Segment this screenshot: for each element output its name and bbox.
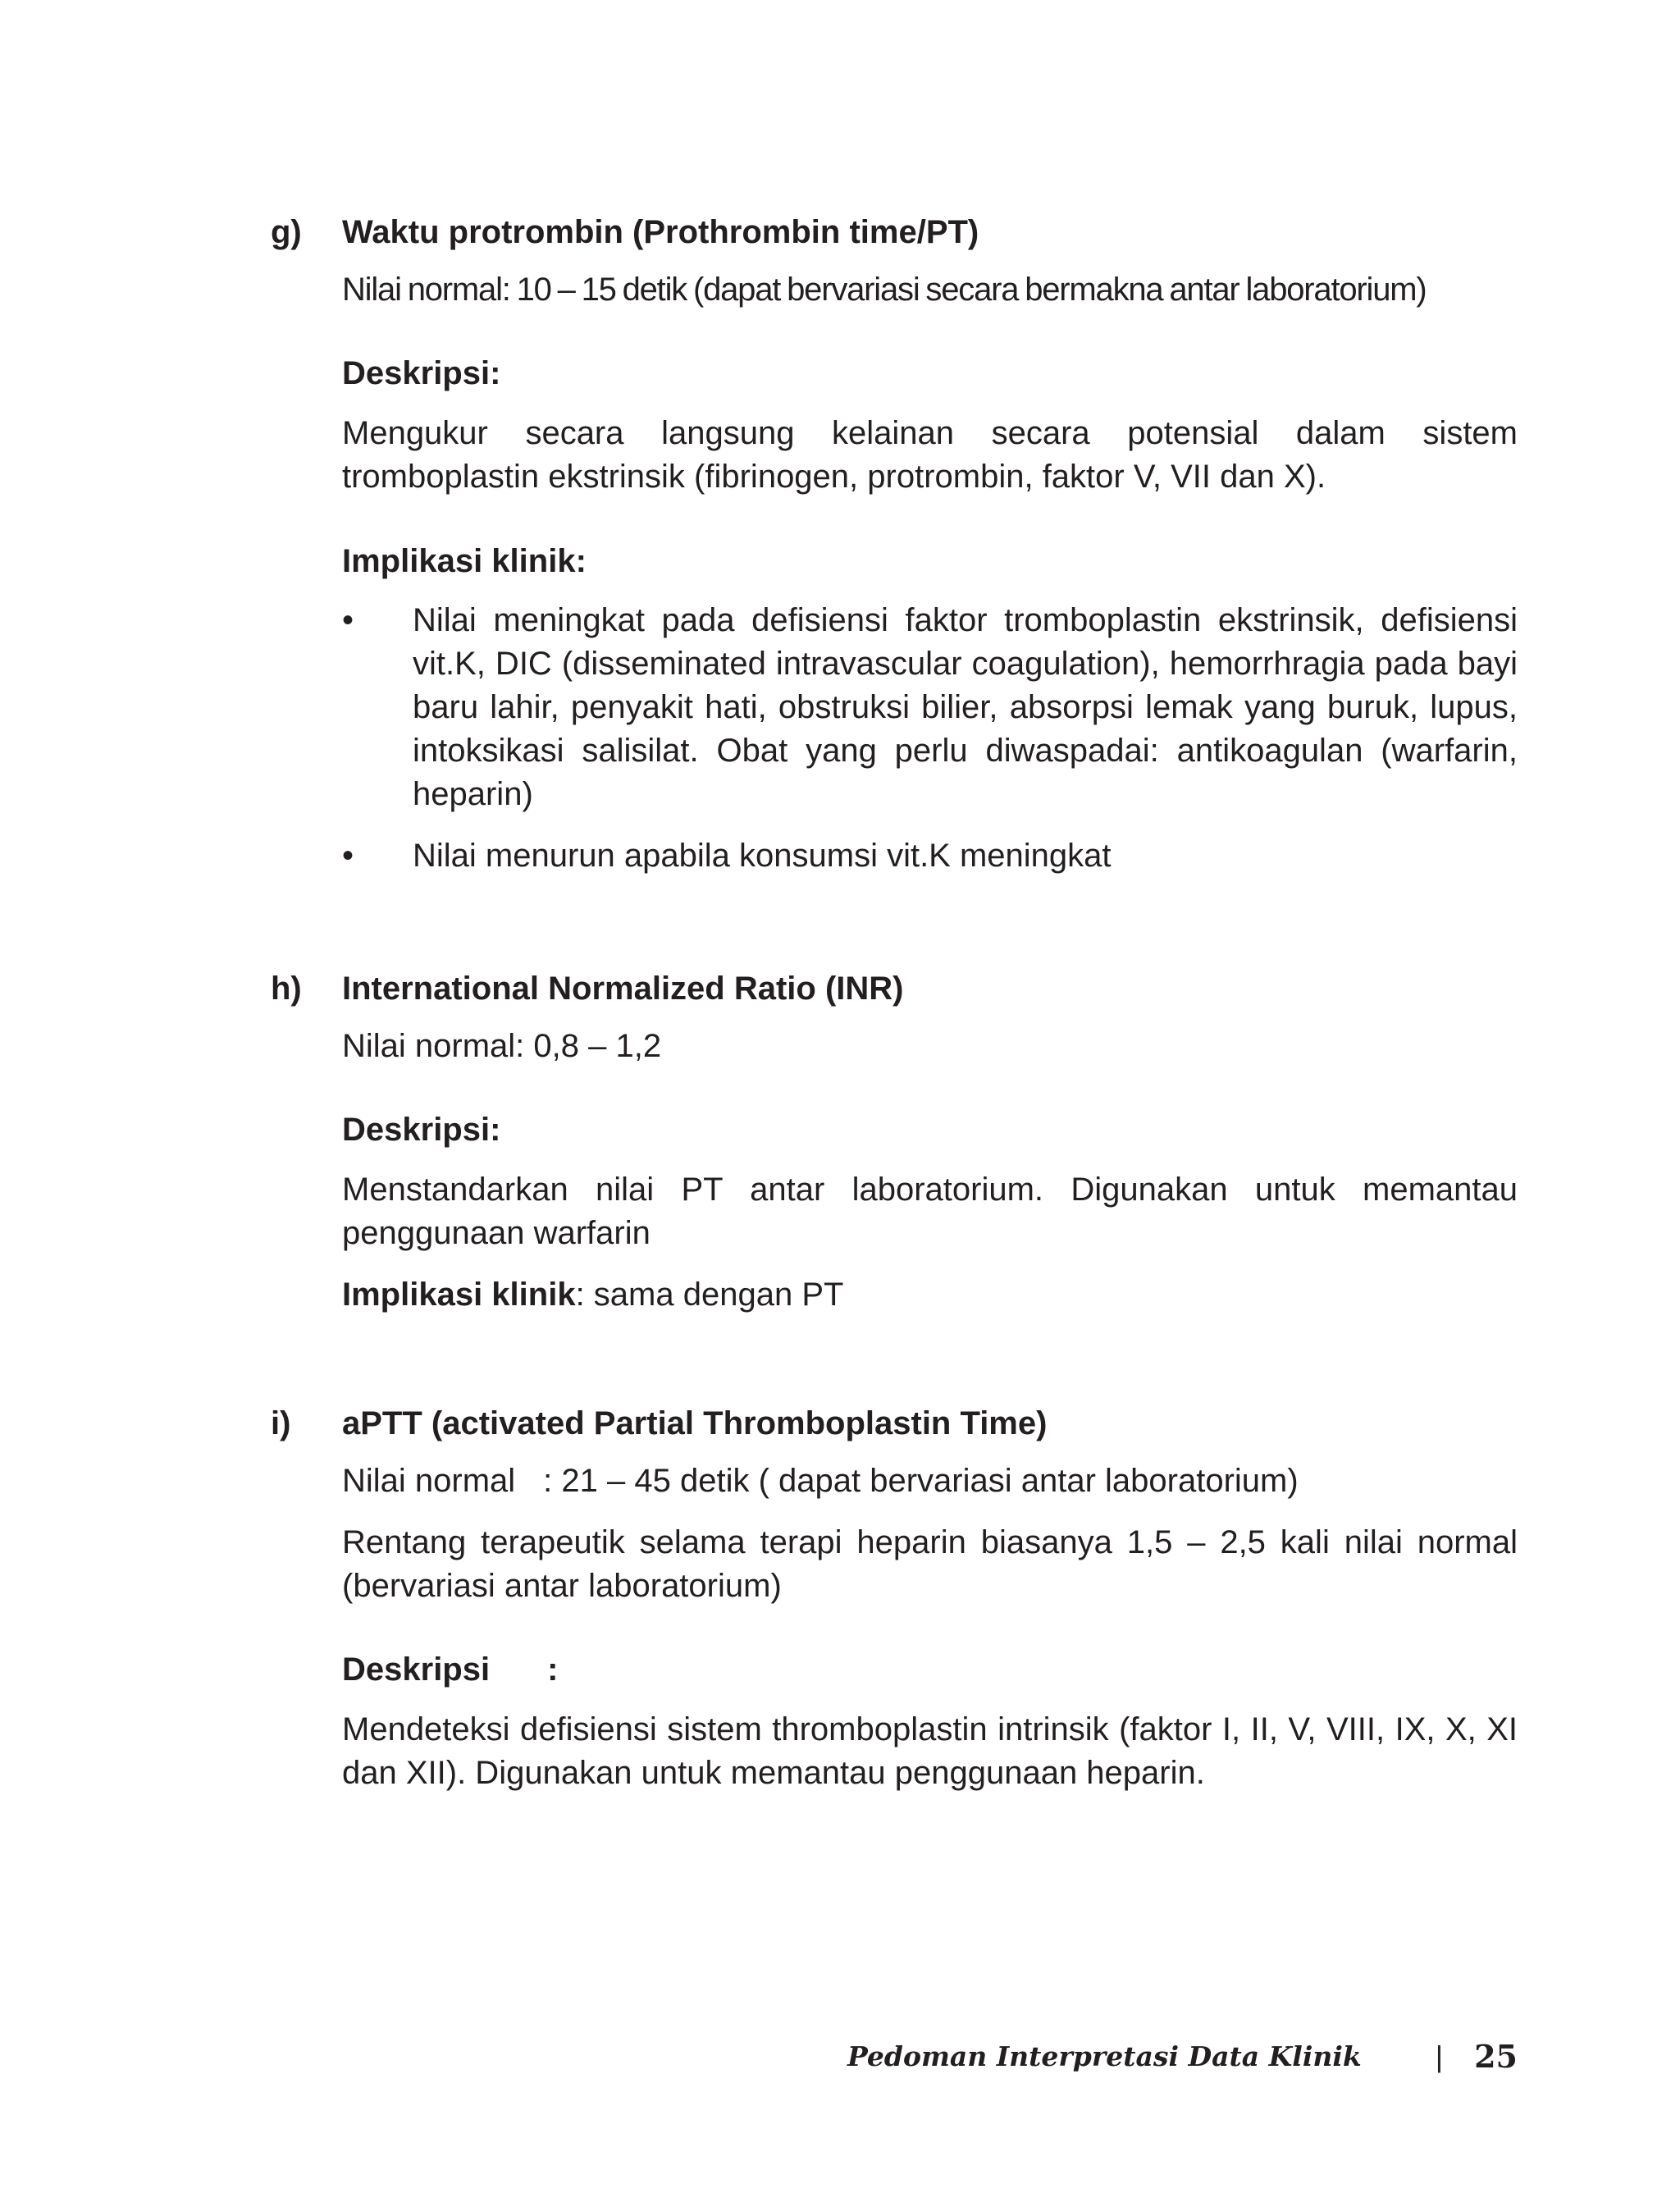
footer-title: Pedoman Interpretasi Data Klinik — [847, 2040, 1362, 2072]
section-h-description: Menstandarkan nilai PT antar laboratorium. Digunakan untuk memantau penggunaan warfarin — [342, 1172, 1518, 1251]
list-item — [342, 834, 1518, 878]
footer-separator: | — [1435, 2039, 1444, 2073]
section-i-description-colon: : — [547, 1651, 559, 1688]
section-h-implication-text: : sama dengan PT — [575, 1277, 844, 1313]
bullet-icon: • — [342, 838, 354, 874]
section-h-marker: h) — [271, 971, 302, 1007]
section-g-description-heading: Deskripsi: — [342, 355, 501, 391]
section-i-normal-label: Nilai normal — [342, 1463, 516, 1499]
section-h-implication-heading: Implikasi klinik — [342, 1277, 576, 1313]
section-h-description-heading: Deskripsi: — [342, 1112, 501, 1148]
section-i-description-heading — [342, 1648, 1518, 1691]
section-g-marker: g) — [271, 214, 302, 250]
section-g-implication-list — [342, 599, 1518, 878]
section-i-description: Mendeteksi defisiensi sistem thromboplastin intrinsik (faktor I, II, V, VIII, IX, X, XI dan XII). Digunakan untuk memantau penggunaan heparin. — [342, 1711, 1518, 1791]
section-i-marker: i) — [271, 1405, 291, 1441]
section-i-title: aPTT (activated Partial Thromboplastin Time) — [342, 1405, 1048, 1441]
section-h-title: International Normalized Ratio (INR) — [342, 971, 904, 1007]
list-item-text: Nilai menurun apabila konsumsi vit.K meningkat — [413, 838, 1112, 874]
section-g-normal-value: Nilai normal: 10 – 15 detik (dapat bervariasi secara bermakna antar laboratorium) — [342, 272, 1427, 308]
section-g-body — [342, 211, 1518, 878]
section-g-title: Waktu protrombin (Prothrombin time/PT) — [342, 214, 979, 250]
section-g-implication-heading: Implikasi klinik: — [342, 543, 587, 579]
section-i-therapeutic-range: Rentang terapeutik selama terapi heparin biasanya 1,5 – 2,5 kali nilai normal (bervariasi antar laboratorium) — [342, 1524, 1518, 1604]
page-number: 25 — [1474, 2038, 1518, 2075]
section-h-implication — [342, 1273, 1518, 1317]
section-i-body — [342, 1402, 1518, 1795]
section-i-description-label: Deskripsi — [342, 1651, 491, 1688]
section-h-body — [342, 967, 1518, 1317]
section-h-normal-value: Nilai normal: 0,8 – 1,2 — [342, 1028, 662, 1064]
section-i-normal-value: : 21 – 45 detik ( dapat bervariasi antar laboratorium) — [543, 1463, 1299, 1499]
bullet-icon: • — [342, 602, 354, 638]
section-i-normal-row — [342, 1460, 1518, 1503]
list-item — [342, 599, 1518, 816]
section-g-description: Mengukur secara langsung kelainan secara potensial dalam sistem tromboplastin ekstrinsik (fibrinogen, protrombin, faktor V, VII dan X). — [342, 415, 1518, 495]
list-item-text: Nilai meningkat pada defisiensi faktor tromboplastin ekstrinsik, defisiensi vit.K, DIC (disseminated intravascular coagulation), hemorrhragia pada bayi baru lahir, penyakit hati, obstruksi bilier, absorpsi lemak yang buruk, lupus, intoksikasi salisilat. Obat yang perlu diwaspadai: antikoagulan (warfarin, heparin) — [413, 602, 1518, 812]
page-footer — [847, 2038, 1518, 2075]
